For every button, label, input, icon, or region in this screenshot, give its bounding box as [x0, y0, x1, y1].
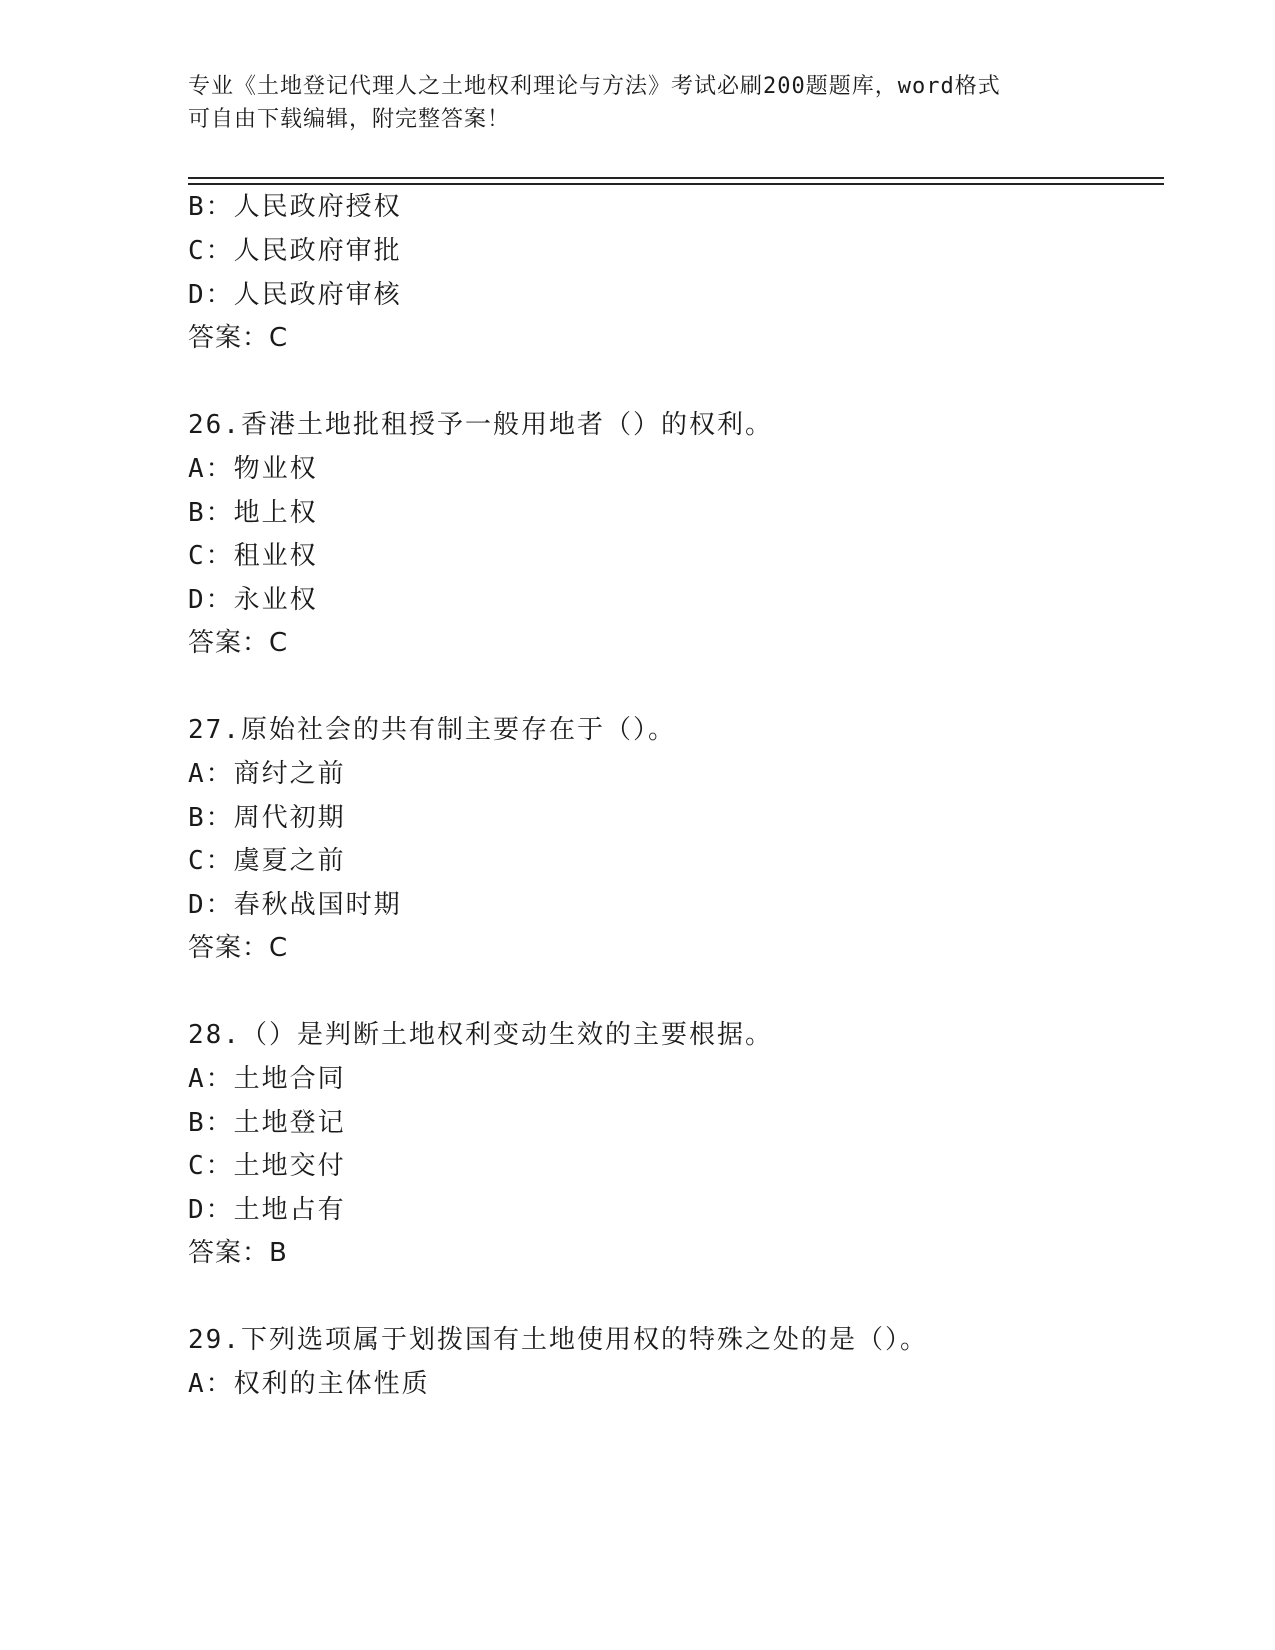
q27-option-b: B：周代初期	[188, 803, 346, 833]
q26-option-b: B：地上权	[188, 498, 318, 528]
q28-option-a: A：土地合同	[188, 1064, 346, 1094]
q27-answer: 答案：C	[188, 933, 289, 963]
q27-option-c: C：虞夏之前	[188, 846, 346, 876]
q29-option-a: A：权利的主体性质	[188, 1369, 430, 1399]
q27-option-d: D：春秋战国时期	[188, 890, 402, 920]
q28-answer: 答案：B	[188, 1238, 288, 1268]
q26-option-a: A：物业权	[188, 454, 318, 484]
header-divider-bottom	[188, 183, 1164, 185]
header-line-2: 可自由下载编辑，附完整答案！	[188, 107, 511, 132]
q28-question: 28.（）是判断土地权利变动生效的主要根据。	[188, 1020, 773, 1050]
q25-option-d: D：人民政府审核	[188, 280, 402, 310]
document-header	[188, 70, 1088, 136]
q28-option-c: C：土地交付	[188, 1151, 346, 1181]
q25-option-c: C：人民政府审批	[188, 236, 402, 266]
q27-option-a: A：商纣之前	[188, 759, 346, 789]
q25-option-b: B：人民政府授权	[188, 192, 402, 222]
q29-question: 29.下列选项属于划拨国有土地使用权的特殊之处的是（）。	[188, 1325, 928, 1355]
q28-option-d: D：土地占有	[188, 1195, 346, 1225]
q28-option-b: B：土地登记	[188, 1108, 346, 1138]
q26-option-c: C：租业权	[188, 541, 318, 571]
header-line-1: 专业《土地登记代理人之土地权利理论与方法》考试必刷200题题库，word格式	[188, 74, 1001, 99]
q27-question: 27.原始社会的共有制主要存在于（）。	[188, 715, 676, 745]
q26-option-d: D：永业权	[188, 585, 318, 615]
q25-answer: 答案：C	[188, 323, 289, 353]
header-divider-top	[188, 177, 1164, 179]
q26-question: 26.香港土地批租授予一般用地者（）的权利。	[188, 410, 773, 440]
q26-answer: 答案：C	[188, 628, 289, 658]
